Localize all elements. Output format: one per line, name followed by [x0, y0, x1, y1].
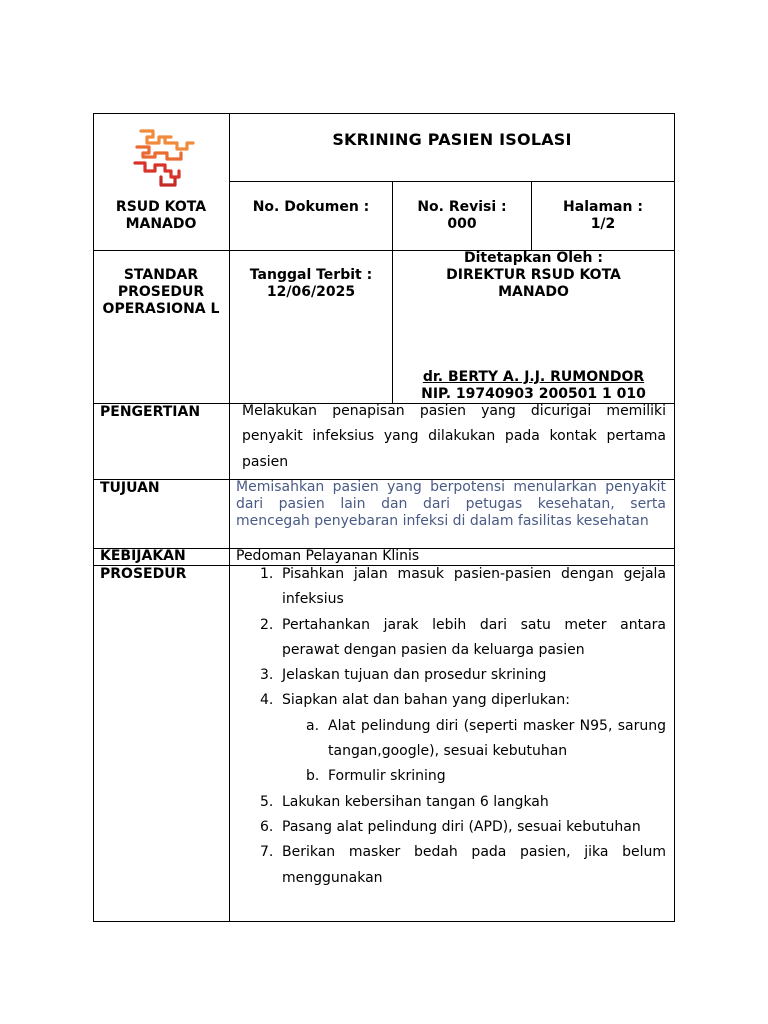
pengertian-text: Melakukan penapisan pasien yang dicurigai memiliki penyakit infeksius yang dilakukan pada kontak pertama pasien [242, 403, 666, 470]
tujuan-text: Memisahkan pasien yang berpotensi menularkan penyakit dari pasien lain dan dari petugas kesehatan, serta mencegah penyebaran infeksi di dalam fasilitas kesehatan [236, 479, 666, 529]
procedure-step [230, 840, 666, 891]
set-by-label: Ditetapkan Oleh : [463, 250, 603, 266]
substep-letter: b. [306, 768, 320, 785]
prosedur-label: PROSEDUR [100, 566, 187, 582]
revision-label: No. Revisi : [417, 199, 507, 215]
procedure-step [230, 688, 666, 789]
procedure-substep [282, 714, 666, 765]
border-right [674, 113, 675, 922]
set-by-name: DIREKTUR RSUD KOTA MANADO [446, 267, 621, 300]
doc-no-label: No. Dokumen : [252, 199, 370, 215]
revision-cell [393, 199, 531, 233]
border-bottom [93, 921, 675, 922]
kebijakan-label: KEBIJAKAN [100, 548, 186, 564]
step-number: 5. [260, 793, 274, 810]
step-text: Lakukan kebersihan tangan 6 langkah [282, 793, 549, 810]
tujuan-label: TUJUAN [100, 480, 160, 496]
step-text: Berikan masker bedah pada pasien, jika belum menggunakan [282, 844, 666, 886]
sub-list [282, 714, 666, 790]
issue-label: Tanggal Terbit : [249, 267, 373, 283]
step-number: 4. [260, 692, 274, 709]
substep-text: Alat pelindung diri (seperti masker N95, sarung tangan,google), sesuai kebutuhan [328, 717, 666, 760]
step-number: 6. [260, 818, 274, 835]
kebijakan-text: Pedoman Pelayanan Klinis [236, 548, 420, 564]
procedure-step [230, 562, 666, 613]
step-text: Pasang alat pelindung diri (APD), sesuai kebutuhan [282, 818, 641, 835]
hospital-name: RSUD KOTA MANADO [115, 199, 207, 232]
substep-letter: a. [306, 717, 320, 734]
step-text: Siapkan alat dan bahan yang diperlukan: [282, 692, 570, 709]
signer-name: dr. BERTY A. J.J. RUMONDOR [422, 369, 645, 385]
document-title: SKRINING PASIEN ISOLASI [332, 130, 572, 149]
border-left [93, 113, 94, 922]
step-number: 2. [260, 616, 274, 633]
substep-text: Formulir skrining [328, 768, 446, 785]
procedure-substep [282, 764, 666, 789]
issue-cell [230, 267, 392, 301]
step-text: Jelaskan tujuan dan prosedur skrining [282, 667, 547, 684]
step-number: 3. [260, 667, 274, 684]
sop-document [93, 113, 675, 922]
sop-label: STANDAR PROSEDUR OPERASIONA L [102, 267, 220, 317]
issue-date: 12/06/2025 [266, 284, 356, 300]
procedure-step [230, 815, 666, 840]
signature-block [393, 369, 674, 403]
step-number: 7. [260, 844, 274, 861]
hospital-logo [131, 127, 197, 189]
procedure-step [230, 663, 666, 688]
procedure-step [230, 790, 666, 815]
procedure-step [230, 613, 666, 664]
procedure-list [230, 562, 666, 891]
set-by-cell [393, 250, 674, 301]
signer-nip: NIP. 19740903 200501 1 010 [421, 386, 646, 402]
pengertian-label: PENGERTIAN [100, 404, 201, 420]
revision-value: 000 [447, 216, 477, 232]
step-number: 1. [260, 566, 274, 582]
step-text: Pisahkan jalan masuk pasien-pasien dengan gejala infeksius [282, 566, 666, 608]
title-divider [229, 181, 675, 182]
page-label: Halaman : [563, 199, 643, 215]
border-top [93, 113, 675, 114]
page-value: 1/2 [590, 216, 616, 232]
page-cell [532, 199, 674, 233]
step-text: Pertahankan jarak lebih dari satu meter antara perawat dengan pasien da keluarga pasien [282, 616, 666, 658]
